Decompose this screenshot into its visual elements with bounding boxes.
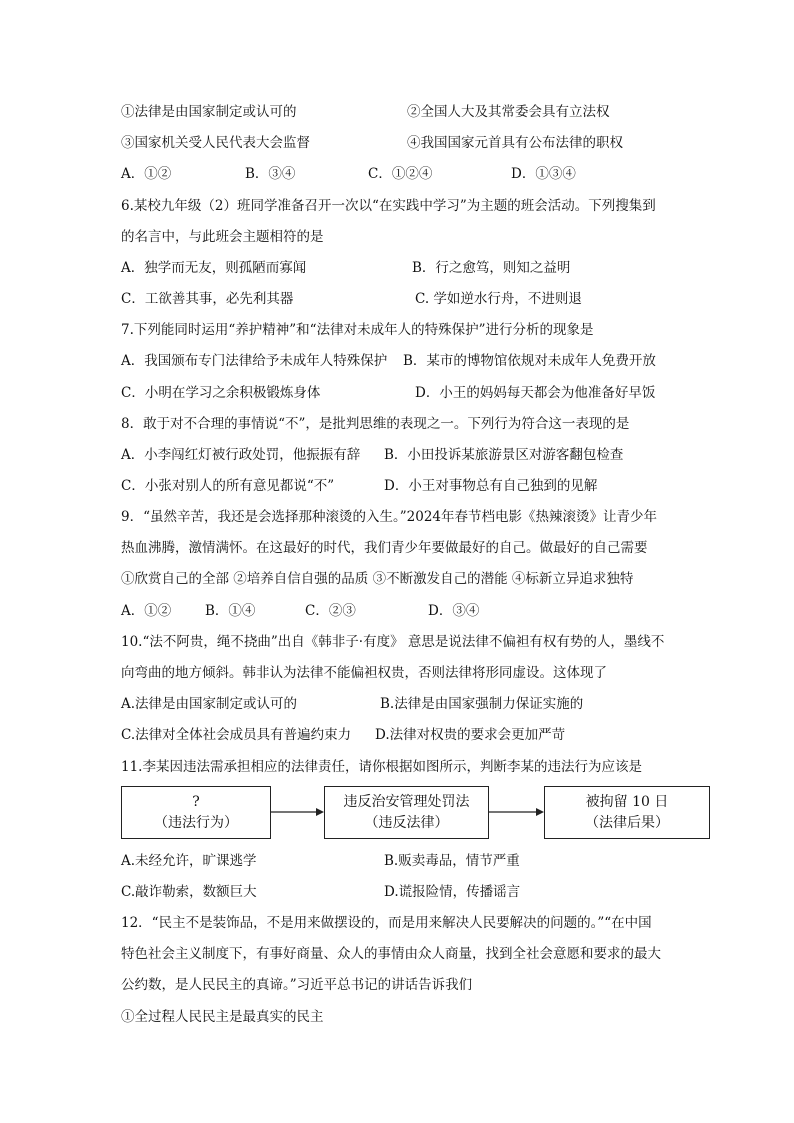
q7-choice-a: A．我国颁布专门法律给予未成年人特殊保护 [121,353,388,369]
flow-box-law-violated-line-2: （违反法律） [364,814,449,831]
q8-choice-b: B．小田投诉某旅游景区对游客翻包检查 [384,447,624,463]
q10-choice-b: B.法律是由国家强制力保证实施的 [380,696,584,712]
q10-stem-line-1: 10.“法不阿贵，绳不挠曲”出自《韩非子·有度》 意思是说法律不偏袒有权有势的人，墨线不 [121,634,665,650]
q7-choice-c: C．小明在学习之余积极锻炼身体 [121,385,321,401]
q12-stem-line-3: 公约数，是人民民主的真谛。”习近平总书记的讲话告诉我们 [121,977,473,993]
flow-box-law-violated [324,786,489,839]
q5-choice-d: D．①③④ [511,166,576,182]
q11-choice-d: D.谎报险情，传播谣言 [384,884,521,900]
q6-choice-a: A．独学而无友，则孤陋而寡闻 [121,260,307,276]
q6-choice-b: B．行之愈笃，则知之益明 [412,260,571,276]
q6-choice-d: C. 学如逆水行舟，不进则退 [415,291,582,307]
q7-stem: 7.下列能同时运用“养护精神”和“法律对未成年人的特殊保护”进行分析的现象是 [121,322,594,338]
q9-options: ①欣赏自己的全部 ②培养自信自强的品质 ③不断激发自己的潜能 ④标新立异追求独特 [121,571,634,587]
q10-choice-c: C.法律对全体社会成员具有普遍约束力 [121,727,352,743]
q8-stem: 8．敢于对不合理的事情说“不”，是批判思维的表现之一。下列行为符合这一表现的是 [121,416,630,432]
q12-option-1: ①全过程人民民主是最真实的民主 [121,1009,324,1025]
q10-choice-a: A.法律是由国家制定或认可的 [121,696,298,712]
flow-box-law-violated-line-1: 违反治安管理处罚法 [343,793,470,810]
q5-option-1: ①法律是由国家制定或认可的 [121,104,297,120]
q7-choice-b: B．某市的博物馆依规对未成年人免费开放 [403,353,656,369]
q9-choice-a: A．①② [121,603,172,619]
q6-choice-c: C．工欲善其事，必先利其器 [121,291,294,307]
q11-stem: 11.李某因违法需承担相应的法律责任，请你根据如图所示，判断李某的违法行为应该是 [121,759,642,775]
q5-choice-c: C．①②④ [368,166,433,182]
q12-stem-line-2: 特色社会主义制度下，有事好商量、众人的事情由众人商量，找到全社会意愿和要求的最大 [121,946,661,962]
q5-choice-a: A．①② [121,166,172,182]
q9-choice-b: B．①④ [205,603,256,619]
q8-choice-a: A．小李闯红灯被行政处罚，他振振有辞 [121,447,361,463]
q8-choice-d: D．小王对事物总有自己独到的见解 [384,478,598,494]
flow-box-legal-consequence [544,786,710,839]
q9-choice-c: C．②③ [305,603,356,619]
q6-stem-line-2: 的名言中，与此班会主题相符的是 [121,229,324,245]
flow-box-illegal-act-line-2: （违法行为） [154,814,238,831]
q11-choice-b: B.贩卖毒品，情节严重 [384,853,520,869]
q11-choice-a: A.未经允许，旷课逃学 [121,853,257,869]
flow-box-illegal-act-line-1: ? [192,793,200,810]
q9-choice-d: D．③④ [428,603,480,619]
flow-arrow-2 [488,806,544,818]
q10-choice-d: D.法律对权贵的要求会更加严苛 [375,727,566,743]
q10-stem-line-2: 向弯曲的地方倾斜。韩非认为法律不能偏袒权贵，否则法律将形同虚设。这体现了 [121,665,607,681]
q5-choice-b: B．③④ [245,166,296,182]
q8-choice-c: C．小张对别人的所有意见都说“不” [121,478,335,494]
flow-box-legal-consequence-line-1: 被拘留 10 日 [585,793,669,810]
q9-stem-line-2: 热血沸腾，激情满怀。在这最好的时代，我们青少年要做最好的自己。做最好的自己需要 [121,540,648,556]
q7-choice-d: D．小王的妈妈每天都会为他准备好早饭 [415,385,656,401]
q5-option-3: ③国家机关受人民代表大会监督 [121,135,310,151]
q6-stem-line-1: 6.某校九年级（2）班同学准备召开一次以“在实践中学习”为主题的班会活动。下列搜集到 [121,198,656,214]
q5-option-4: ④我国国家元首具有公布法律的职权 [407,135,623,151]
q12-stem-line-1: 12．“民主不是装饰品，不是用来做摆设的，而是用来解决人民要解决的问题的。”“在中国 [121,915,652,931]
q11-choice-c: C.敲诈勒索，数额巨大 [121,884,257,900]
q5-option-2: ②全国人大及其常委会具有立法权 [407,104,610,120]
flow-box-illegal-act [121,786,271,839]
q9-stem-line-1: 9．“虽然辛苦，我还是会选择那种滚烫的入生。”2024年春节档电影《热辣滚烫》让青少年 [121,509,657,525]
flow-arrow-1 [270,806,324,818]
flow-box-legal-consequence-line-2: （法律后果） [585,814,669,831]
